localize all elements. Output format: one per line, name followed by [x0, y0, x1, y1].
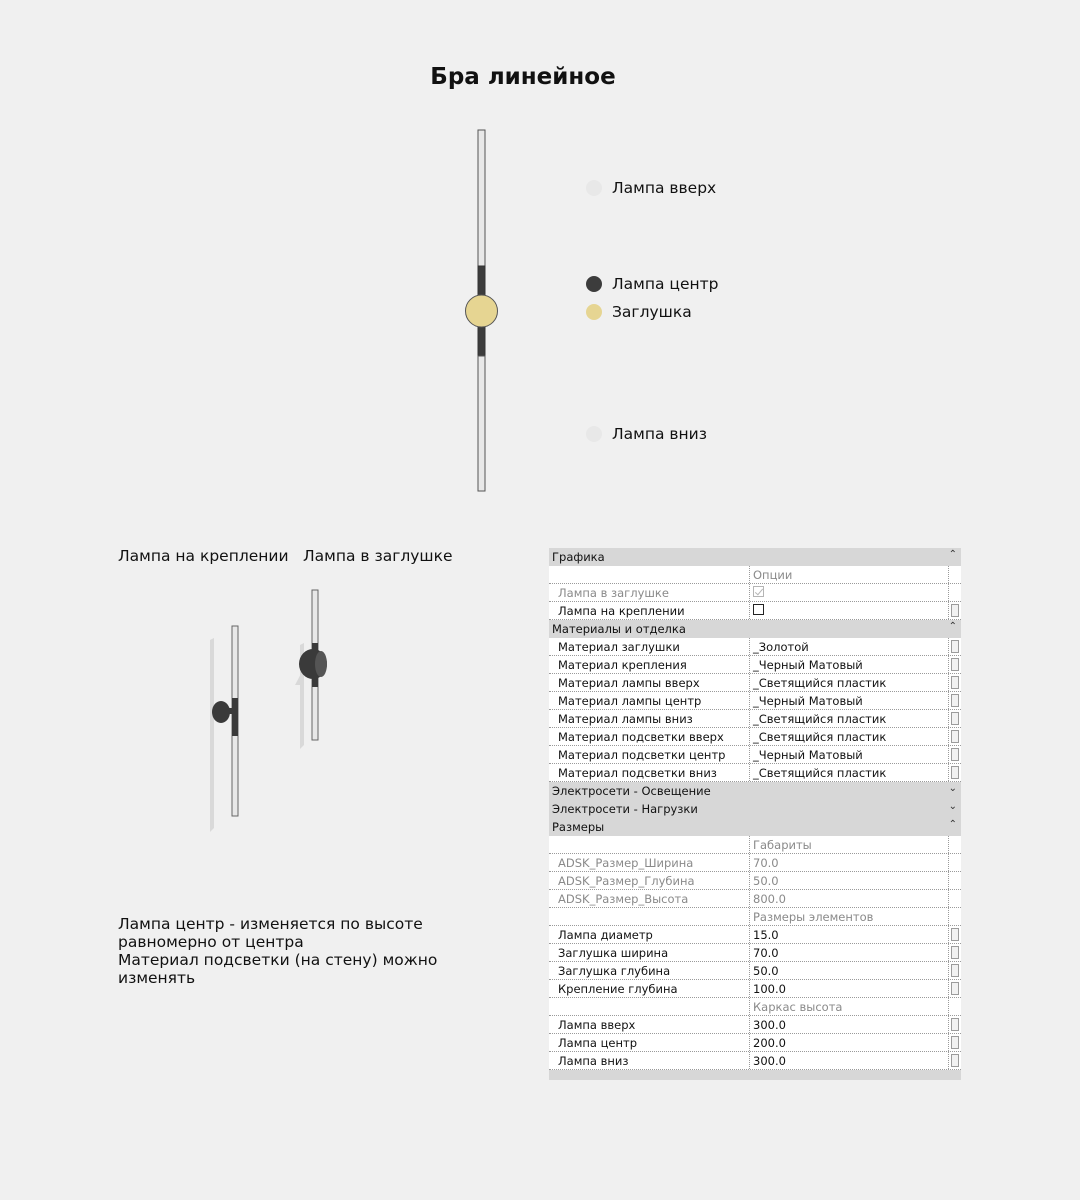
group-electrical-loads[interactable]	[549, 800, 961, 818]
parameter-link-button[interactable]	[951, 676, 959, 689]
collapse-icon[interactable]: ⌃	[948, 621, 957, 632]
property-value: _Светящийся пластик	[753, 712, 887, 726]
property-name: Материал подсветки вверх	[558, 730, 724, 744]
cap-variant-3d-view	[285, 585, 345, 755]
property-row	[549, 854, 961, 872]
property-value: 70.0	[753, 856, 779, 870]
cap-disc	[466, 295, 498, 327]
legend-label-cap: Заглушка	[612, 303, 692, 321]
property-value: _Светящийся пластик	[753, 730, 887, 744]
sconce-elevation-drawing	[455, 125, 515, 497]
property-value: 100.0	[753, 982, 786, 996]
property-row[interactable]	[549, 944, 961, 962]
parameter-link-button[interactable]	[951, 730, 959, 743]
property-value-cell[interactable]	[749, 728, 949, 745]
property-value: 800.0	[753, 892, 786, 906]
legend-label-center: Лампа центр	[612, 275, 719, 293]
parameter-link-button[interactable]	[951, 766, 959, 779]
subheader-label: Каркас высота	[753, 1000, 843, 1014]
property-value: 200.0	[753, 1036, 786, 1050]
legend-swatch-center	[586, 276, 602, 292]
property-value-cell[interactable]	[749, 962, 949, 979]
parameter-link-button[interactable]	[951, 964, 959, 977]
variant-caption-cap: Лампа в заглушке	[303, 547, 453, 565]
parameter-link-button[interactable]	[951, 1054, 959, 1067]
property-value-cell[interactable]	[749, 746, 949, 763]
property-name: ADSK_Размер_Высота	[558, 892, 689, 906]
property-value: 15.0	[753, 928, 779, 942]
lamp-on-mount-checkbox[interactable]	[753, 604, 764, 615]
mount-variant-3d-view	[200, 618, 260, 838]
property-name: Крепление глубина	[558, 982, 678, 996]
property-value: 300.0	[753, 1018, 786, 1032]
expand-icon[interactable]: ⌄	[948, 801, 957, 812]
legend-label-up: Лампа вверх	[612, 179, 717, 197]
parameter-link-button[interactable]	[951, 982, 959, 995]
property-row[interactable]	[549, 1016, 961, 1034]
property-name: Лампа центр	[558, 1036, 638, 1050]
property-name: Материал заглушки	[558, 640, 680, 654]
property-value-cell[interactable]	[749, 926, 949, 943]
subheader-label: Габариты	[753, 838, 812, 852]
properties-panel[interactable]	[549, 548, 961, 1080]
mount-disc	[212, 701, 230, 723]
property-value: _Золотой	[753, 640, 809, 654]
collapse-icon[interactable]: ⌃	[948, 549, 957, 560]
legend-swatch-up	[586, 180, 602, 196]
property-value: 70.0	[753, 946, 779, 960]
property-name: Лампа на креплении	[558, 604, 685, 618]
property-value: _Светящийся пластик	[753, 676, 887, 690]
property-name: Лампа диаметр	[558, 928, 653, 942]
subheader-row	[549, 998, 961, 1016]
parameter-link-button[interactable]	[951, 640, 959, 653]
property-name: ADSK_Размер_Ширина	[558, 856, 694, 870]
property-row[interactable]	[549, 1034, 961, 1052]
property-row[interactable]	[549, 764, 961, 782]
property-value: _Светящийся пластик	[753, 766, 887, 780]
property-value-cell[interactable]	[749, 692, 949, 709]
property-name: Материал подсветки центр	[558, 748, 726, 762]
group-label: Графика	[552, 550, 605, 564]
property-value: _Черный Матовый	[753, 748, 863, 762]
property-value-cell[interactable]	[749, 764, 949, 781]
lamp-down-segment	[478, 356, 485, 491]
property-row[interactable]	[549, 656, 961, 674]
note-center-height: Лампа центр - изменяется по высоте равномерно от центра	[118, 915, 423, 951]
subheader-label: Размеры элементов	[753, 910, 874, 924]
parameter-link-button[interactable]	[951, 604, 959, 617]
property-name: Материал крепления	[558, 658, 687, 672]
group-label: Материалы и отделка	[552, 622, 686, 636]
property-name: Материал лампы центр	[558, 694, 702, 708]
group-materials[interactable]	[549, 620, 961, 638]
property-row[interactable]	[549, 674, 961, 692]
parameter-link-button[interactable]	[951, 748, 959, 761]
property-row[interactable]	[549, 584, 961, 602]
group-dimensions[interactable]	[549, 818, 961, 836]
subheader-label: Опции	[753, 568, 793, 582]
property-row[interactable]	[549, 746, 961, 764]
property-name: ADSK_Размер_Глубина	[558, 874, 695, 888]
group-label: Электросети - Освещение	[552, 784, 711, 798]
property-name: Лампа вверх	[558, 1018, 636, 1032]
property-value-cell[interactable]	[749, 656, 949, 673]
parameter-link-button[interactable]	[951, 946, 959, 959]
property-row[interactable]	[549, 692, 961, 710]
group-label: Электросети - Нагрузки	[552, 802, 698, 816]
property-value-cell[interactable]	[749, 674, 949, 691]
property-row[interactable]	[549, 638, 961, 656]
property-value-cell[interactable]	[749, 1052, 949, 1069]
cap-rim	[315, 651, 327, 677]
subheader-row	[549, 836, 961, 854]
parameter-link-button[interactable]	[951, 1036, 959, 1049]
property-row[interactable]	[549, 602, 961, 620]
property-row[interactable]	[549, 926, 961, 944]
parameter-link-button[interactable]	[951, 712, 959, 725]
property-row[interactable]	[549, 710, 961, 728]
group-label: Размеры	[552, 820, 605, 834]
group-graphics[interactable]	[549, 548, 961, 566]
property-value: _Черный Матовый	[753, 658, 863, 672]
parameter-link-button[interactable]	[951, 928, 959, 941]
property-value-cell[interactable]	[749, 1016, 949, 1033]
property-row	[549, 872, 961, 890]
lamp-in-cap-checkbox	[753, 586, 764, 597]
property-value: 300.0	[753, 1054, 786, 1068]
legend-swatch-cap	[586, 304, 602, 320]
notes-block	[118, 915, 448, 987]
property-value-cell[interactable]	[749, 980, 949, 997]
parameter-link-button[interactable]	[951, 694, 959, 707]
legend-swatch-down	[586, 426, 602, 442]
property-value: _Черный Матовый	[753, 694, 863, 708]
parameter-link-button[interactable]	[951, 1018, 959, 1031]
property-value: 50.0	[753, 964, 779, 978]
property-value-cell[interactable]	[749, 1034, 949, 1051]
property-name: Материал подсветки вниз	[558, 766, 717, 780]
property-row[interactable]	[549, 980, 961, 998]
page-title: Бра линейное	[430, 64, 616, 90]
property-value-cell[interactable]	[749, 710, 949, 727]
property-value-cell[interactable]	[749, 944, 949, 961]
property-name: Заглушка глубина	[558, 964, 671, 978]
property-name: Заглушка ширина	[558, 946, 669, 960]
property-value: 50.0	[753, 874, 779, 888]
group-cut-off[interactable]	[549, 1070, 961, 1080]
property-name: Лампа в заглушке	[558, 586, 669, 600]
property-row[interactable]	[549, 1052, 961, 1070]
property-name: Материал лампы вверх	[558, 676, 700, 690]
property-name: Лампа вниз	[558, 1054, 629, 1068]
group-electrical-lighting[interactable]	[549, 782, 961, 800]
property-row	[549, 890, 961, 908]
property-value-cell[interactable]	[749, 638, 949, 655]
subheader-row	[549, 908, 961, 926]
property-row[interactable]	[549, 728, 961, 746]
property-row[interactable]	[549, 962, 961, 980]
lamp-up-segment	[478, 130, 485, 266]
wall-glow	[210, 638, 214, 832]
subheader-row	[549, 566, 961, 584]
expand-icon[interactable]: ⌄	[948, 783, 957, 794]
property-name: Материал лампы вниз	[558, 712, 693, 726]
parameter-link-button[interactable]	[951, 658, 959, 671]
collapse-icon[interactable]: ⌃	[948, 819, 957, 830]
legend-label-down: Лампа вниз	[612, 425, 707, 443]
variant-caption-mount: Лампа на креплении	[118, 547, 289, 565]
lamp-center-segment	[232, 698, 238, 736]
note-backlight-material: Материал подсветки (на стену) можно изменять	[118, 951, 438, 987]
